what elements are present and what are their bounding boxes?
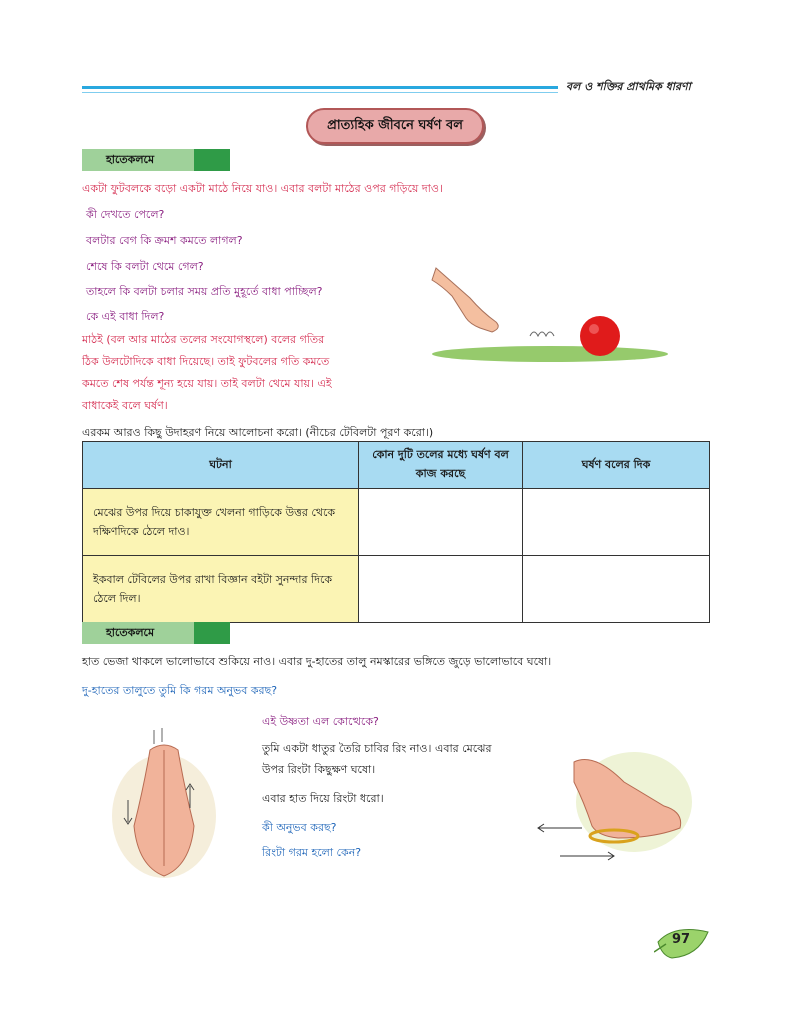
table-header: ঘটনা xyxy=(83,442,359,489)
hold-instruction: এবার হাত দিয়ে রিংটা ধরো। xyxy=(262,792,384,805)
table-header: ঘর্ষণ বলের দিক xyxy=(523,442,710,489)
hand-icon xyxy=(432,268,498,332)
table-cell-direction[interactable] xyxy=(523,556,710,623)
explanation-line: বাধাকেই বলে ঘর্ষণ। xyxy=(82,399,168,412)
question: বলটার বেগ কি ক্রমশ কমতে লাগল? xyxy=(86,234,243,247)
ball-icon xyxy=(580,316,620,356)
table-cell-surfaces[interactable] xyxy=(359,489,523,556)
ring-instruction: উপর রিংটা কিছুক্ষণ ঘষো। xyxy=(262,763,376,776)
question: এই উষ্ণতা এল কোত্থেকে? xyxy=(262,715,379,728)
question: তাহলে কি বলটা চলার সময় প্রতি মুহূর্তে বাধা পাচ্ছিল? xyxy=(86,285,323,298)
explanation-line: ঠিক উলটোদিকে বাধা দিয়েছে। তাই ফুটবলের গতি কমতে xyxy=(82,355,330,368)
football-illustration xyxy=(430,262,674,372)
activity-intro: হাত ভেজা থাকলে ভালোভাবে শুকিয়ে নাও। এবার দু-হাতের তালু নমস্কারের ভঙ্গিতে জুড়ে ভালোভাবে ঘষো। xyxy=(82,655,552,668)
friction-table xyxy=(82,441,710,623)
question: কে এই বাধা দিল? xyxy=(86,310,165,323)
activity-tag: হাতেকলমে xyxy=(82,149,230,171)
table-cell-surfaces[interactable] xyxy=(359,556,523,623)
rubbing-hands-illustration xyxy=(104,726,224,886)
activity-intro: একটা ফুটবলকে বড়ো একটা মাঠে নিয়ে যাও। এবার বলটা মাঠের ওপর গড়িয়ে দাও। xyxy=(82,182,443,195)
table-cell-event: মেঝের উপর দিয়ে চাকাযুক্ত খেলনা গাড়িকে উত্তর থেকে দক্ষিণদিকে ঠেলে দাও। xyxy=(83,489,359,556)
page-number: 97 xyxy=(672,932,691,947)
header-rule xyxy=(82,86,558,89)
table-row xyxy=(83,489,710,556)
table-cell-direction[interactable] xyxy=(523,489,710,556)
discussion-prompt: এরকম আরও কিছু উদাহরণ নিয়ে আলোচনা করো। (নীচের টেবিলটা পূরণ করো।) xyxy=(82,426,434,439)
question: কী অনুভব করছ? xyxy=(262,821,337,834)
question: শেষে কি বলটা থেমে গেল? xyxy=(86,260,204,273)
motion-lines xyxy=(530,332,554,336)
page-number-badge xyxy=(654,922,712,966)
ring-instruction: তুমি একটা ধাতুর তৈরি চাবির রিং নাও। এবার মেঝের xyxy=(262,742,492,755)
section-title: প্রাত্যহিক জীবনে ঘর্ষণ বল xyxy=(306,108,484,144)
header-rule-thin xyxy=(82,92,558,93)
table-row xyxy=(83,556,710,623)
hand-ring-illustration xyxy=(534,742,694,866)
table-header: কোন দুটি তলের মধ্যে ঘর্ষণ বল কাজ করছে xyxy=(359,442,523,489)
table-cell-event: ইকবাল টেবিলের উপর রাখা বিজ্ঞান বইটা সুনন্দার দিকে ঠেলে দিল। xyxy=(83,556,359,623)
question: দু-হাতের তালুতে তুমি কি গরম অনুভব করছ? xyxy=(82,684,278,697)
explanation-line: কমতে শেষ পর্যন্ত শূন্য হয়ে যায়। তাই বলটা থেমে যায়। এই xyxy=(82,377,332,390)
explanation-line: মাঠই (বল আর মাঠের তলের সংযোগস্থলে) বলের গতির xyxy=(82,333,325,346)
question: রিংটা গরম হলো কেন? xyxy=(262,846,362,859)
grass xyxy=(432,346,668,362)
chapter-title: বল ও শক্তির প্রাথমিক ধারণা xyxy=(566,80,691,93)
question: কী দেখতে পেলে? xyxy=(86,208,165,221)
activity-tag: হাতেকলমে xyxy=(82,622,230,644)
